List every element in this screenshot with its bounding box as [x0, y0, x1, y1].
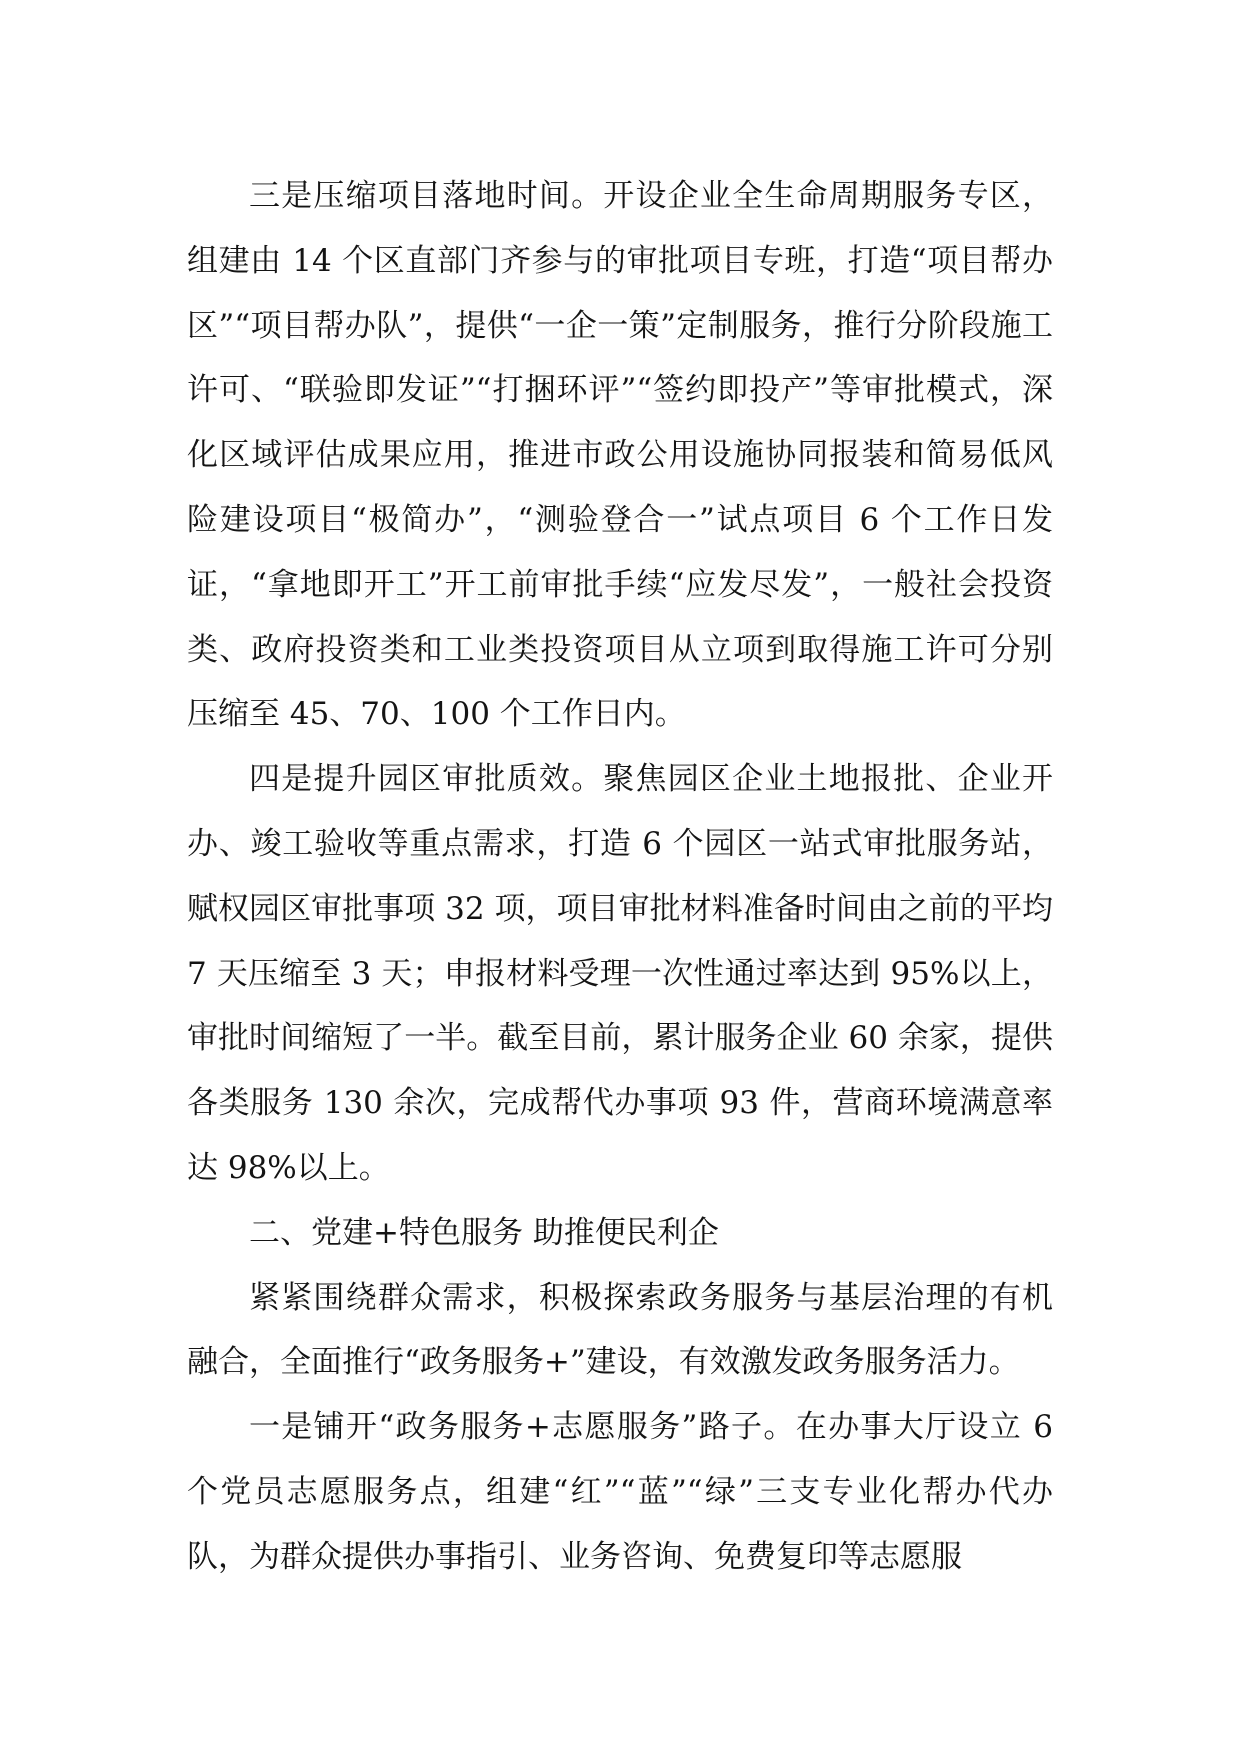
paragraph-compress-project-time: 三是压缩项目落地时间。开设企业全生命周期服务专区，组建由 14 个区直部门齐参与的审批项目专班，打造“项目帮办区”“项目帮办队”，提供“一企一策”定制服务，推行分阶段施工许可、“联验即发证”“打捆环评”“签约即投产”等审批模式，深化区域评估成果应用，推进市政公用设施协同报装和简易低风险建设项目“极简办”，“测验登合一”试点项目 6 个工作日发证，“拿地即开工”开工前审批手续“应发尽发”，一般社会投资类、政府投资类和工业类投资项目从立项到取得施工许可分别压缩至 45、70、100 个工作日内。: [187, 178, 1053, 733]
paragraph-park-approval-efficiency: 四是提升园区审批质效。聚焦园区企业土地报批、企业开办、竣工验收等重点需求，打造 6 个园区一站式审批服务站，赋权园区审批事项 32 项，项目审批材料准备时间由之前的平均 7 天压缩至 3 天；申报材料受理一次性通过率达到 95%以上，审批时间缩短了一半。截至目前，累计服务企业 60 余家，提供各类服务 130 余次，完成帮代办事项 93 件，营商环境满意率达 98%以上。: [187, 761, 1053, 1186]
document-body: [187, 164, 1053, 1590]
paragraph-section-intro: 紧紧围绕群众需求，积极探索政务服务与基层治理的有机融合，全面推行“政务服务+”建设，有效激发政务服务活力。: [187, 1279, 1053, 1381]
section-heading-party-building: 二、党建+特色服务 助推便民利企: [249, 1214, 719, 1251]
paragraph-volunteer-service: 一是铺开“政务服务+志愿服务”路子。在办事大厅设立 6 个党员志愿服务点，组建“红”“蓝”“绿”三支专业化帮办代办队，为群众提供办事指引、业务咨询、免费复印等志愿服: [187, 1409, 1053, 1575]
